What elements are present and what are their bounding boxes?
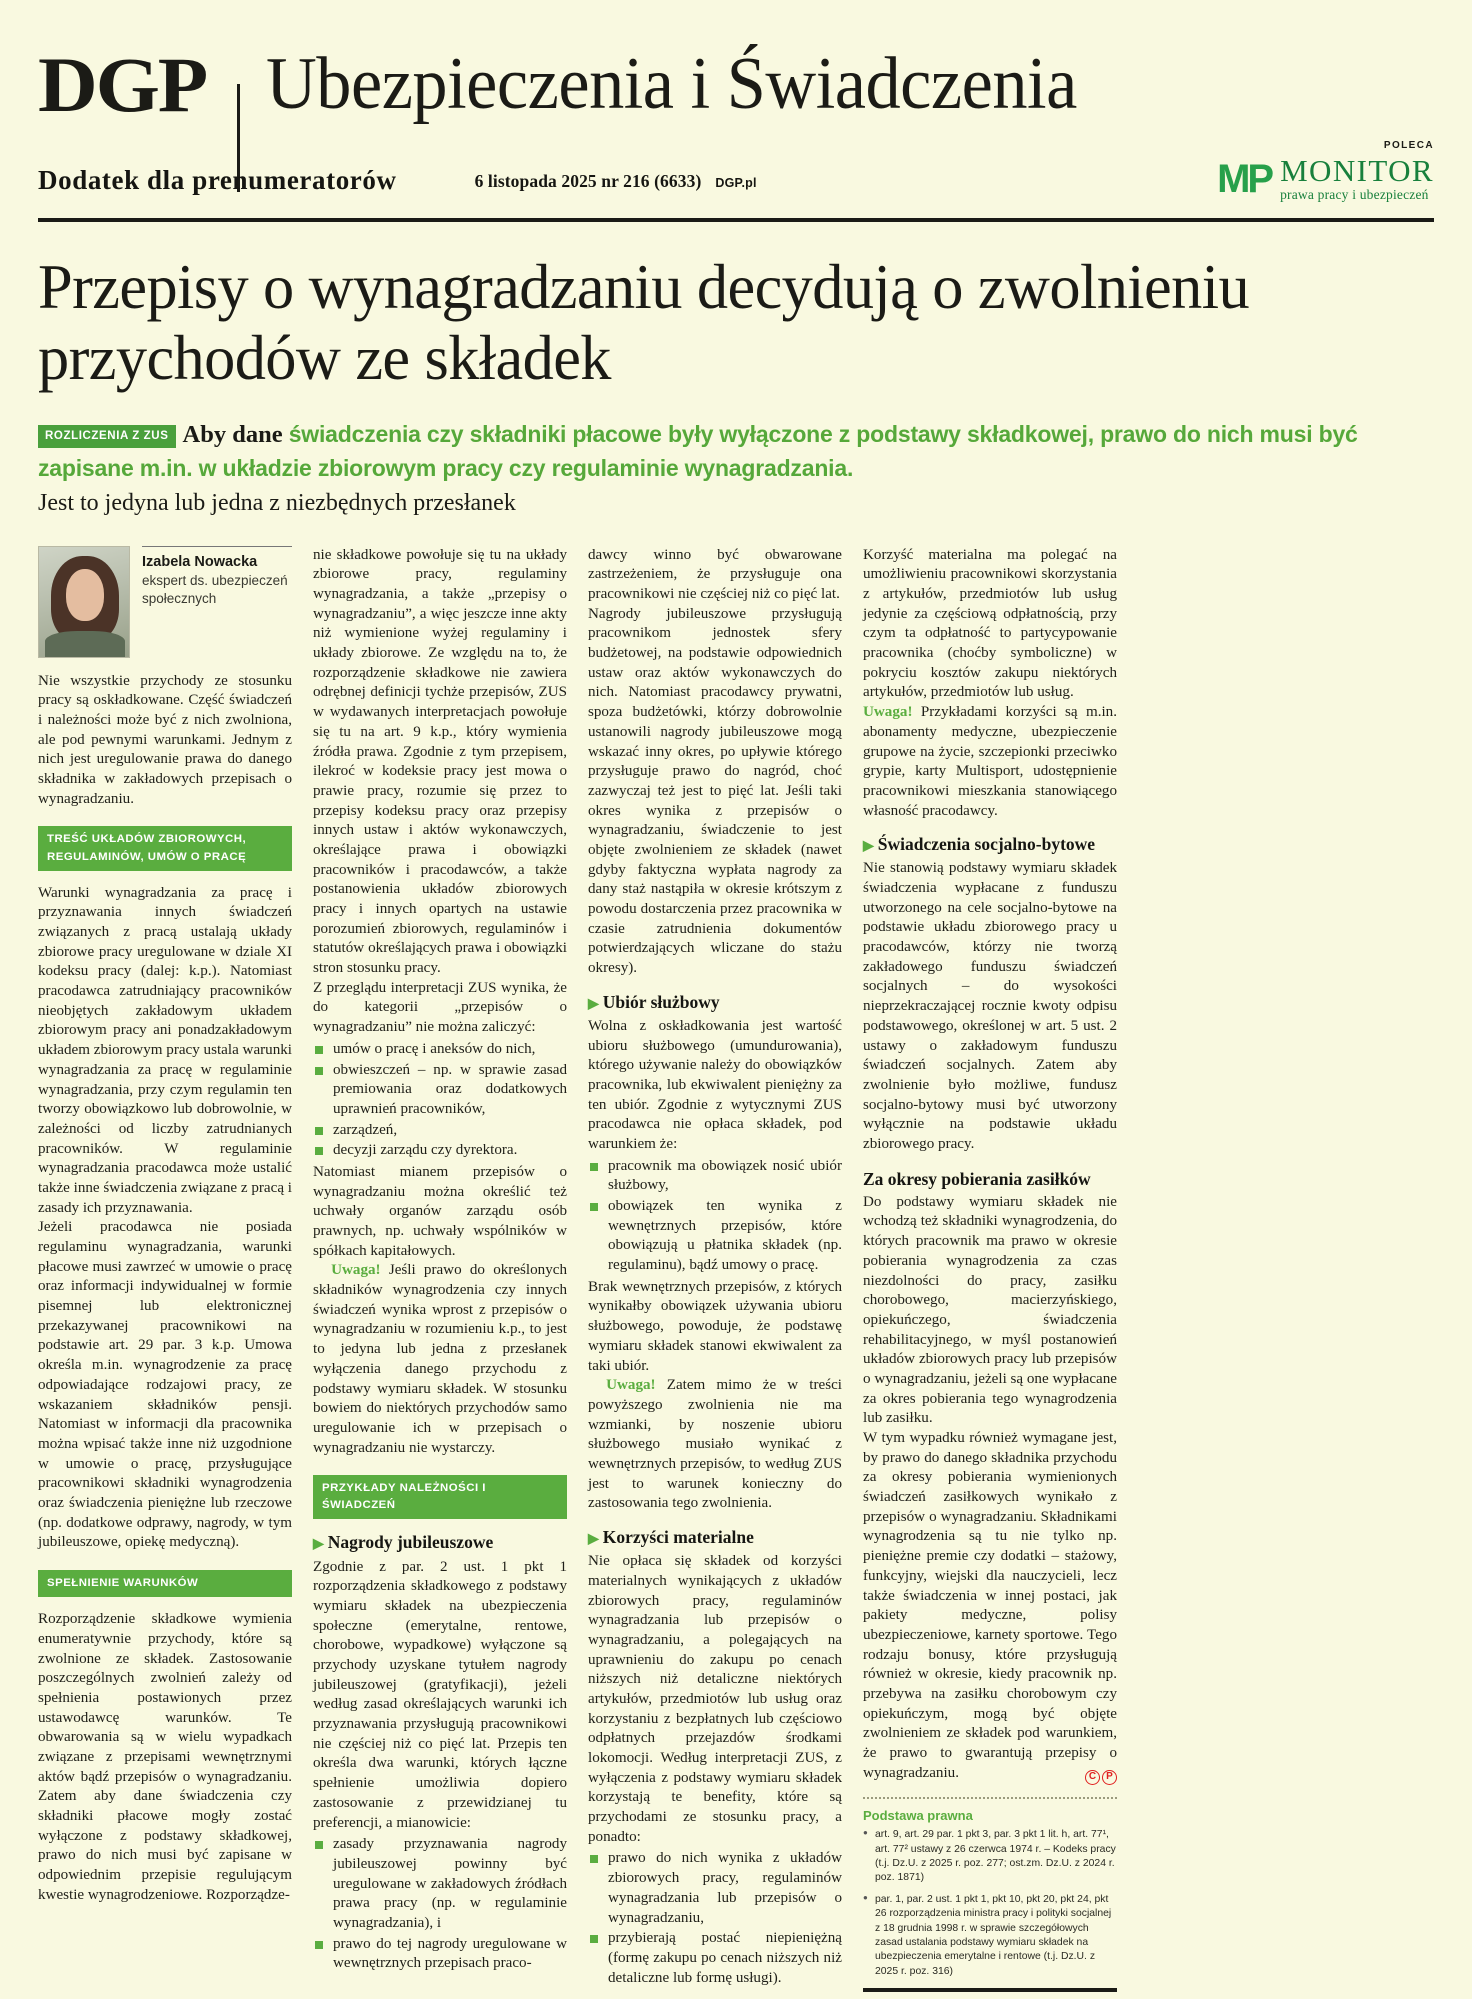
col4-p1: Korzyść materialna ma polegać na umożliwieniu pracownikowi skorzystania z artykułów, przedmiotów lub usług jedynie za częściową odpłatnością, przy czym ta odpłatność to partycypowanie pracownika (choćby symboliczne) w pokryciu kosztów zakupu niektórych artykułów, przedmiotów lub usług. [863,546,1117,701]
column-4 [863,546,1117,1992]
subheading-label: Korzyści materialne [602,1527,754,1548]
list-item: zasady przyznawania nagrody jubileuszowej powinny być uregulowane w zakładowych źródłach prawa pracy (np. w regulaminie wynagradzania), i [313,1835,567,1933]
list-item: przybierają postać niepieniężną (formę zakupu po cenach niższych niż detaliczne lub formę usługi). [588,1929,842,1988]
col2-p5: Zgodnie z par. 2 ust. 1 pkt 1 rozporządzenia składkowego z podstawy wymiaru składek na ubezpieczenia społeczne (emerytalne, rentowe, chorobowe, wypadkowe) wyłączone są przychody uzyskane tytułem nagrody jubileuszowej (gratyfikacji), jeżeli według zasad określających warunki ich przyznawania przysługują pracownikowi nie częściej niż co pięć lat. Przepis ten określa dwa warunki, których łączne spełnienie umożliwia dopiero zastosowanie z przewidzianej tu preferencji, a mianowicie: [313,1558,567,1831]
triangle-icon: ▶ [863,839,874,855]
legal-basis-list [863,1828,1117,1979]
col2-p4: Jeśli prawo do określonych składników wynagrodzenia czy innych świadczeń wynika wprost z przepisów o wynagradzaniu w rozumieniu k.p., to jest to jedyna lub jedna z przesłanek wyłączenia danego przychodu z podstawy wymiaru składek. W stosunku bowiem do niektórych przychodów samo uregulowanie ich w przepisach o wynagradzaniu nie wystarczy. [313,1262,567,1456]
triangle-icon: ▶ [313,1537,324,1553]
monitor-name: MONITOR [1280,152,1434,188]
column-2 [313,546,567,1992]
kicker-badge: ROZLICZENIA Z ZUS [38,425,176,448]
subheading-label: Ubiór służbowy [602,991,720,1012]
author-name: Izabela Nowacka [142,553,258,570]
col3-p6: Nie opłaca się składek od korzyści materialnych wynikających z układów zbiorowych pracy, regulaminów wynagradzania lub przepisów o wynagradzaniu, a polegających na uprawnieniu do zakupu po cenach niższych niż detaliczne niektórych artykułów, przedmiotów lub usług oraz korzystaniu z bezpłatnych lub częściowo odpłatnych przejazdów środkami lokomocji. Według interpretacji ZUS, z wyłączenia z podstawy wymiaru składek korzystają te benefity, które są przychodami ze stosunku pracy, a ponadto: [588,1553,842,1845]
legal-item: ● art. 9, art. 29 par. 1 pkt 3, par. 3 pkt 1 lit. h, art. 77¹, art. 77² ustawy z 26 czerwca 1974 r. – Kodeks pracy (t.j. Dz.U. z 2025 r. poz. 277; ost.zm. Dz.U. z 2024 r. poz. 1871) [863,1828,1117,1885]
list-item: pracownik ma obowiązek nosić ubiór służbowy, [588,1157,842,1196]
subheading-nagrody-jubileuszowe [313,1532,567,1553]
col2-bullet-list [313,1040,567,1161]
author-role-line1: ekspert ds. ubezpieczeń [142,572,288,588]
col3-p4: Brak wewnętrznych przepisów, z których wynikałby obowiązek używania ubioru służbowego, powoduje, że podstawę wymiaru składek stanowi ekwiwalent za taki ubiór. [588,1278,842,1374]
copyright-c-icon: C [1085,1770,1100,1785]
legal-divider [863,1797,1117,1799]
subheading-za-okresy-pobierania-zasilkow: Za okresy pobierania zasiłków [863,1168,1091,1189]
subheading-ubior-sluzbowy [588,992,842,1013]
col3-p5-wrapper [588,1376,842,1514]
header-rule [38,218,1434,222]
monitor-wordmark [1280,152,1434,204]
section-header-3: PRZYKŁADY NALEŻNOŚCI I ŚWIADCZEŃ [313,1475,567,1519]
page-title: Przepisy o wynagradzaniu decydują o zwolnieniu przychodów ze składek [38,252,1250,394]
list-item: obowiązek ten wynika z wewnętrznych przepisów, które obowiązują u płatnika składek (np. regulaminu), bądź umowy o pracę. [588,1197,842,1276]
author-meta [142,546,292,658]
col3-p2: Nagrody jubileuszowe przysługują pracownikom jednostek sfery budżetowej, na podstawie odpowiednich ustaw oraz aktów wykonawczych do nich. Natomiast pracodawcy prywatni, spoza budżetówki, którzy dobrowolnie ustanowili nagrody jubileuszowe mogą wskazać inny okres, po upływie którego przysługuje prawo do nagród, choć zazwyczaj też jest to pięć lat. Jeśli taki okres wynika z przepisów o wynagradzaniu, świadczenie to jest objęte zwolnieniem ze składek (nawet gdyby faktyczna wypłata nagrody za dany staż nastąpiła w okresie krótszym z powodu dostarczenia przez pracownika w czasie zatrudnienia dokumentów potwierdzających wliczane do stażu okresy). [588,605,842,977]
dgp-logo: DGP [38,40,207,128]
column-1 [38,546,292,1992]
legal-item: ● par. 1, par. 2 ust. 1 pkt 1, pkt 10, pkt 20, pkt 24, pkt 26 rozporządzenia ministra pracy i polityki socjalnej z 18 grudnia 1998 r. w sprawie szczegółowych zasad ustalania podstawy wymiaru składek na ubezpieczenia emerytalne i rentowe (t.j. Dz.U. z 2025 r. poz. 316) [863,1893,1117,1979]
supplement-title: Ubezpieczenia i Świadczenia [265,42,1077,125]
list-item: prawo do nich wynika z układów zbiorowych pracy, regulaminów wynagradzania lub przepisów o wynagradzaniu, [588,1849,842,1928]
list-item: decyzji zarządu czy dyrektora. [313,1141,567,1161]
triangle-icon: ▶ [588,1532,599,1548]
article-columns [38,546,1434,1992]
col3-bullet-list [588,1157,842,1276]
photo-body-shape [45,631,125,657]
lead-paragraph [38,418,1434,519]
copyright-marks [1083,1766,1117,1786]
author-role-line2: społecznych [142,591,217,607]
list-item: zarządzeń, [313,1121,567,1141]
uwaga-label: Uwaga! [863,704,913,721]
col4-p3: Nie stanowią podstawy wymiaru składek świadczenia wypłacane z funduszu utworzonego na cele socjalno-bytowe na podstawie układu zbiorowego pracy u pracodawców, którzy nie tworzą zakładowego funduszu świadczeń socjalnych – do wysokości nieprzekraczającej rocznie kwoty odpisu podstawowego, określonej w art. 5 ust. 2 ustawy o zakładowym funduszu świadczeń socjalnych. Zatem aby zwolnienie było możliwe, fundusz socjalno-bytowy musi być utworzony wyłącznie na podstawie układu zbiorowego pracy. [863,860,1117,1152]
col3-p5: Zatem mimo że w treści powyższego zwolnienia nie ma wzmianki, by noszenie ubioru służbowego musiało wynikać z wewnętrznych przepisów, to według ZUS jest to warunek konieczny do zastosowania tego zwolnienia. [588,1377,842,1512]
col2-p1: nie składkowe powołuje się tu na układy zbiorowe pracy, regulaminy wynagradzania, a także „przepisy o wynagradzaniu”, a więc jeszcze inne akty niż wymienione wyżej regulaminy i układy zbiorowe. Ze względu na to, że rozporządzenie składkowe nie zawiera odrębnej definicji tychże przepisów, ZUS w wydawanych interpretacjach powołuje się tu na art. 9 k.p., który wymienia źródła prawa. Zgodnie z tym przepisem, ilekroć w kodeksie pracy jest mowa o prawie pracy, rozumie się przez to przepisy kodeksu pracy oraz przepisy innych ustaw i aktów wykonawczych, określające prawa i obowiązki pracowników i pracodawców, a także postanowienia układów zbiorowych pracy i innych opartych na ustawie porozumień zbiorowych, regulaminów i statutów określających prawa i obowiązki stron stosunku pracy. [313,546,567,977]
list-item: prawo do tej nagrody uregulowane w wewnętrznych przepisach praco- [313,1935,567,1974]
list-item: umów o pracę i aneksów do nich, [313,1040,567,1060]
footer-rule [863,1988,1117,1992]
column-3 [588,546,842,1992]
author-photo [38,546,130,658]
uwaga-label: Uwaga! [331,1262,381,1279]
masthead [38,0,1434,128]
col1-p2: Jeżeli pracodawca nie posiada regulaminu wynagradzania, warunki płacowe musi zawrzeć w umowie o pracę oraz informacji indywidualnej w formie pisemnej lub elektronicznej przekazywanej pracownikowi na podstawie art. 29 par. 3 k.p. Umowa określa m.in. wynagrodzenie za pracę odpowiadające rodzajowi pracy, ze wskazaniem składników pensji. Natomiast w informacji dla pracownika można wpisać także inne niż uzgodnione w umowie o pracę, przysługujące pracownikowi składniki wynagrodzenia oraz świadczenia pieniężne lub rzeczowe (np. dodatkowe odprawy, nagrody, w tym jubileuszowe, opiekę medyczną). [38,1219,292,1551]
issue-meta [475,171,757,214]
legal-basis-title: Podstawa prawna [863,1808,973,1824]
col4-p2: Przykładami korzyści są m.in. abonamenty medyczne, ubezpieczenie grupowe na życie, szczepionki przeciwko grypie, karty Multisport, udostępnienie pracownikowi mieszkania stanowiącego własność pracodawcy. [863,704,1117,819]
col4-p4: Do podstawy wymiaru składek nie wchodzą też składniki wynagrodzenia, do których pracownik ma prawo w okresie pobierania wynagrodzenia za czas niezdolności do pracy, zasiłku chorobowego, macierzyńskiego, opiekuńczego, świadczenia rehabilitacyjnego, w myśl postanowień układów zbiorowych pracy lub przepisów o wynagradzaniu, jeżeli są one wypłacane za okres pobierania tego wynagrodzenia lub zasiłku. [863,1193,1117,1427]
issue-date: 6 listopada 2025 nr 216 (6633) [474,171,702,191]
photo-face-shape [66,569,104,621]
masthead-subrow [38,118,1434,214]
col4-p2-wrapper [863,703,1117,821]
lead-black-start: Aby dane [182,421,283,449]
col1-intro: Nie wszystkie przychody ze stosunku pracy są oskładkowane. Część świadczeń i należności może być z nich zwolniona, ale pod pewnymi warunkami. Jednym z nich jest uregulowanie prawa do danego składnika w zakładowych przepisach o wynagradzaniu. [38,672,292,807]
subheading-label: Świadczenia socjalno-bytowe [877,834,1096,855]
site-url: DGP.pl [715,176,757,190]
col2-bullet-list-2 [313,1835,567,1974]
subheading-korzysci-materialne [588,1527,842,1548]
col3-p1: dawcy winno być obwarowane zastrzeżeniem, że przysługuje ona pracownikowi nie częściej niż co pięć lat. [588,546,842,602]
col2-p4-wrapper [313,1261,567,1458]
copyright-p-icon: P [1102,1770,1117,1785]
section-header-1: TREŚĆ UKŁADÓW ZBIOROWYCH, REGULAMINÓW, UMÓW O PRACĘ [38,826,292,870]
mp-mark-icon: MP [1217,157,1272,202]
col2-p3: Natomiast mianem przepisów o wynagradzaniu można określić też uchwały organów zarządu osób prawnych, np. uchwały wspólników w spółkach kapitałowych. [313,1163,567,1259]
col3-bullet-list-2 [588,1849,842,1988]
partner-logo-block [1217,140,1434,204]
list-item: obwieszczeń – np. w sprawie zasad premiowania oraz dodatkowych uprawnień pracowników, [313,1061,567,1120]
col4-p5-wrapper [863,1429,1117,1783]
col1-p3: Rozporządzenie składkowe wymienia enumeratywnie przychody, które są zwolnione ze składek. Zastosowanie poszczególnych zwolnień zależy od spełnienia postawionych przez ustawodawcę warunków. Te obwarowania są w wielu wypadkach związane z przepisami wewnętrznymi aktów bądź przepisów o wynagradzaniu. Zatem aby dane świadczenia czy składniki płacowe mogły zostać wyłączone z podstawy składkowej, prawo do nich musi być zapisane w odpowiednim przepisie regulującym kwestie wynagrodzeniowe. Rozporządze- [38,1611,292,1903]
subheading-label: Nagrody jubileuszowe [327,1532,494,1553]
col3-p3: Wolna z oskładkowania jest wartość ubioru służbowego (umundurowania), którego używanie należy do obowiązków pracownika, lub ekwiwalent pieniężny za ten ubiór. Zgodnie z wytycznymi ZUS pracodawca nie opłaca składek, pod warunkiem że: [588,1017,842,1152]
monitor-logo [1217,152,1434,204]
poleca-label: POLECA [1383,139,1434,151]
section-header-2: SPEŁNIENIE WARUNKÓW [38,1570,292,1597]
supplement-label: Dodatek dla prenumeratorów [38,165,397,195]
col4-p5: W tym wypadku również wymagane jest, by prawo do danego składnika przychodu za okresy pobierania wymienionych świadczeń zasiłkowych wynikało z przepisów o wynagradzaniu. Składnikami wynagrodzenia są tu nie tylko np. pieniężne premie czy dodatki – stażowy, funkcyjny, wiejski dla nauczycieli, lecz także świadczenia w innej postaci, jak pakiety medyczne, polisy ubezpieczeniowe, karnety sportowe. Tego rodzaju bonusy, które przysługują również w okresie, kiedy pracownik np. przebywa na zasiłku chorobowym czy opiekuńczym, mogą być objęte zwolnieniem ze składek pod warunkiem, że prawo to gwarantują przepisy o wynagradzaniu. [863,1430,1117,1781]
uwaga-label: Uwaga! [606,1377,656,1394]
col2-p2: Z przeglądu interpretacji ZUS wynika, że do kategorii „przepisów o wynagradzaniu” nie można zaliczyć: [313,979,567,1036]
triangle-icon: ▶ [588,996,599,1012]
col1-p1: Warunki wynagradzania za pracę i przyznawania innych świadczeń związanych z pracą ustalają układy zbiorowe pracy uregulowane w dziale XI kodeksu pracy (dalej: k.p.). Natomiast pracodawca zatrudniający pracowników nieobjętych zakładowym układem zbiorowym pracy ani ponadzakładowym układem zbiorowym pracy ustala warunki wynagradzania za pracę w regulaminie wynagradzania, przy czym regulamin ten tworzy obowiązkowo lub dobrowolnie, w zależności od liczby zatrudnianych pracowników. W regulaminie wynagradzania pracodawca może ustalić także inne świadczenia związane z pracą i zasady ich przyznawania. [38,884,292,1216]
subheading-swiadczenia-socjalno-bytowe [863,834,1117,855]
lead-tail-text: Jest to jedyna lub jedna z niezbędnych przesłanek [38,490,516,516]
lead-green-text: świadczenia czy składniki płacowe były wyłączone z podstawy składkowej, prawo do nich musi być zapisane m.in. w układzie zbiorowym pracy czy regulaminie wynagradzania. [38,421,1358,481]
monitor-subtitle: prawa pracy i ubezpieczeń [1280,187,1429,203]
author-box [38,546,292,658]
